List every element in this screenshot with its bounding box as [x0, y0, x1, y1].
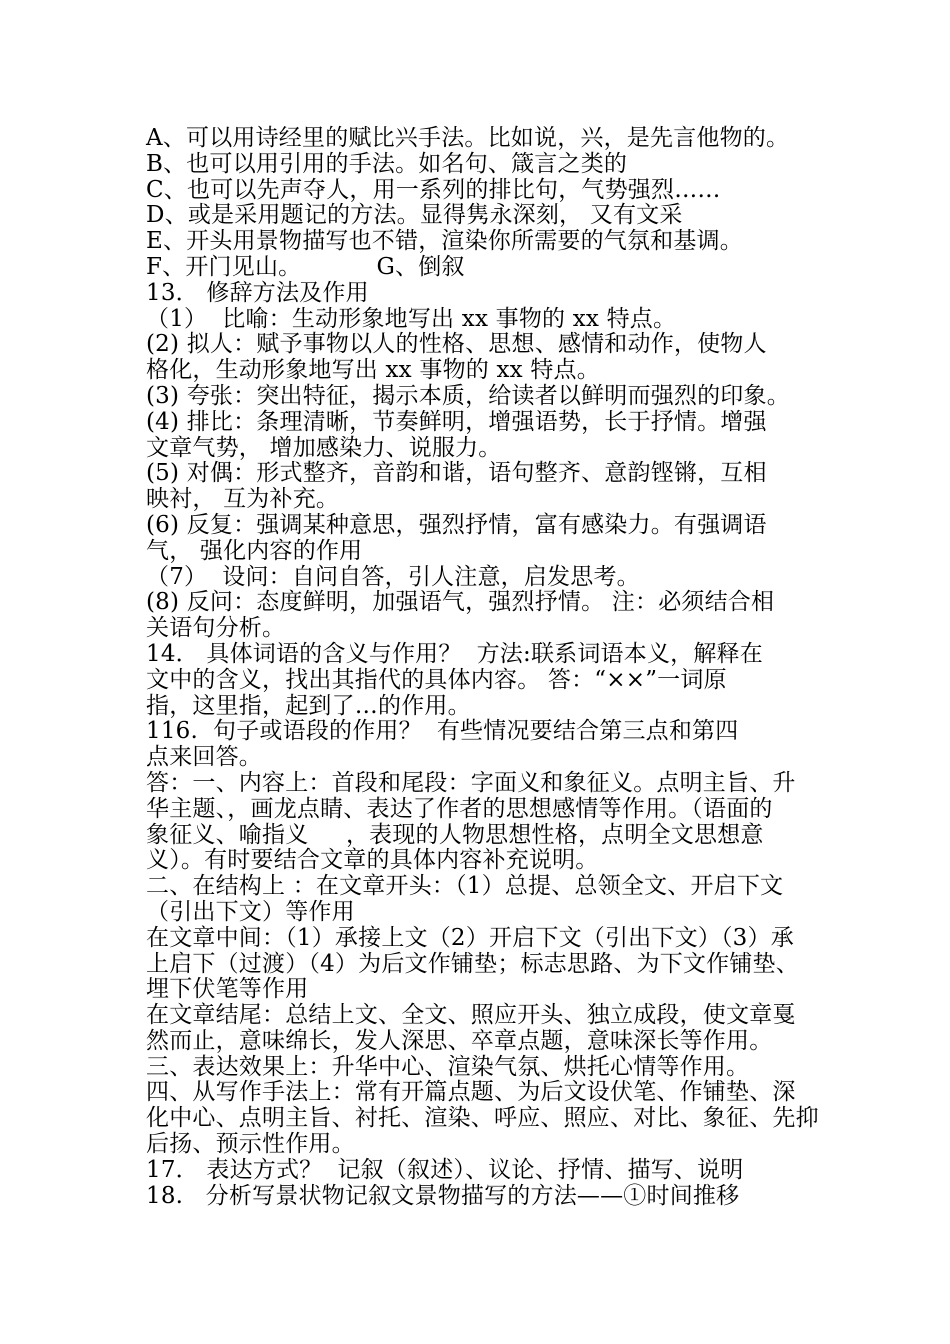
text-line: (5) 对偶：形式整齐，音韵和谐，语句整齐、意韵铿锵，互相 [146, 460, 767, 487]
text-line: 点来回答。 [146, 744, 262, 771]
text-line: 然而止，意味绵长，发人深思、卒章点题，意味深长等作用。 [146, 1027, 773, 1054]
text-line: 四、从写作手法上：常有开篇点题、为后文设伏笔、作铺垫、深 [146, 1079, 796, 1106]
text-line: 在文章中间：（1）承接上文（2）开启下文（引出下文）（3）承 [146, 924, 794, 951]
section-heading: 18. 分析写景状物记叙文景物描写的方法——①时间推移 [146, 1182, 740, 1209]
text-line: (4) 排比：条理清晰，节奏鲜明，增强语势，长于抒情。增强 [146, 408, 767, 435]
text-line: 上启下（过渡）（4）为后文作铺垫；标志思路、为下文作铺垫、 [146, 950, 799, 977]
text-line: 指，这里指，起到了…的作用。 [146, 692, 471, 719]
text-line: (3) 夸张：突出特征，揭示本质，给读者以鲜明而强烈的印象。 [146, 382, 790, 409]
text-line: 气， 强化内容的作用 [146, 537, 363, 564]
section-heading: 116. 句子或语段的作用？ 有些情况要结合第三点和第四 [146, 718, 739, 745]
text-line: 化中心、点明主旨、衬托、渲染、呼应、照应、对比、象征、先抑 [146, 1105, 819, 1132]
text-line: E、开头用景物描写也不错，渲染你所需要的气氛和基调。 [146, 228, 743, 255]
text-line: F、开门见山。 G、倒叙 [146, 253, 465, 280]
text-line: (6) 反复：强调某种意思，强烈抒情，富有感染力。有强调语 [146, 511, 767, 538]
text-line: （7） 设问：自问自答，引人注意，启发思考。 [146, 563, 640, 590]
text-line: （引出下文）等作用 [146, 898, 355, 925]
text-line: C、也可以先声夺人，用一系列的排比句，气势强烈…… [146, 176, 721, 203]
document-body [146, 126, 826, 1209]
text-line: B、也可以用引用的手法。如名句、箴言之类的 [146, 150, 628, 177]
text-line: 三、表达效果上：升华中心、渲染气氛、烘托心情等作用。 [146, 1053, 750, 1080]
text-line: 格化，生动形象地写出 xx 事物的 xx 特点。 [146, 357, 600, 384]
text-line: 关语句分析。 [146, 615, 286, 642]
text-line: 象征义、喻指义 ，表现的人物思想性格，点明全文思想意 [146, 821, 764, 848]
text-line: 答：一、内容上：首段和尾段：字面义和象征义。点明主旨、升 [146, 769, 796, 796]
text-line: 映衬， 互为补充。 [146, 486, 340, 513]
section-heading: 13． 修辞方法及作用 [146, 279, 369, 306]
text-line: 二、在结构上 ：在文章开头：（1）总提、总领全文、开启下文 [146, 873, 784, 900]
text-line: 义）。有时要结合文章的具体内容补充说明。 [146, 847, 599, 874]
text-line: 华主题、，画龙点睛、表达了作者的思想感情等作用。（语面的 [146, 795, 773, 822]
text-line: 后扬、预示性作用。 [146, 1131, 355, 1158]
section-heading: 14． 具体词语的含义与作用？ 方法:联系词语本义，解释在 [146, 640, 763, 667]
text-line: (8) 反问：态度鲜明，加强语气，强烈抒情。 注：必须结合相 [146, 589, 775, 616]
section-heading: 17． 表达方式？ 记叙（叙述）、议论、抒情、描写、说明 [146, 1156, 744, 1183]
text-line: 文章气势， 增加感染力、说服力。 [146, 434, 502, 461]
text-line: （1） 比喻：生动形象地写出 xx 事物的 xx 特点。 [146, 305, 677, 332]
text-line: 文中的含义，找出其指代的具体内容。 答：“××”一词原 [146, 666, 727, 693]
text-line: 埋下伏笔等作用 [146, 976, 309, 1003]
text-line: (2) 拟人：赋予事物以人的性格、思想、感情和动作，使物人 [146, 331, 767, 358]
text-line: D、或是采用题记的方法。显得隽永深刻， 又有文采 [146, 202, 683, 229]
text-line: A、可以用诗经里的赋比兴手法。比如说，兴，是先言他物的。 [146, 125, 790, 151]
text-line: 在文章结尾：总结上文、全文、照应开头、独立成段，使文章戛 [146, 1002, 796, 1029]
